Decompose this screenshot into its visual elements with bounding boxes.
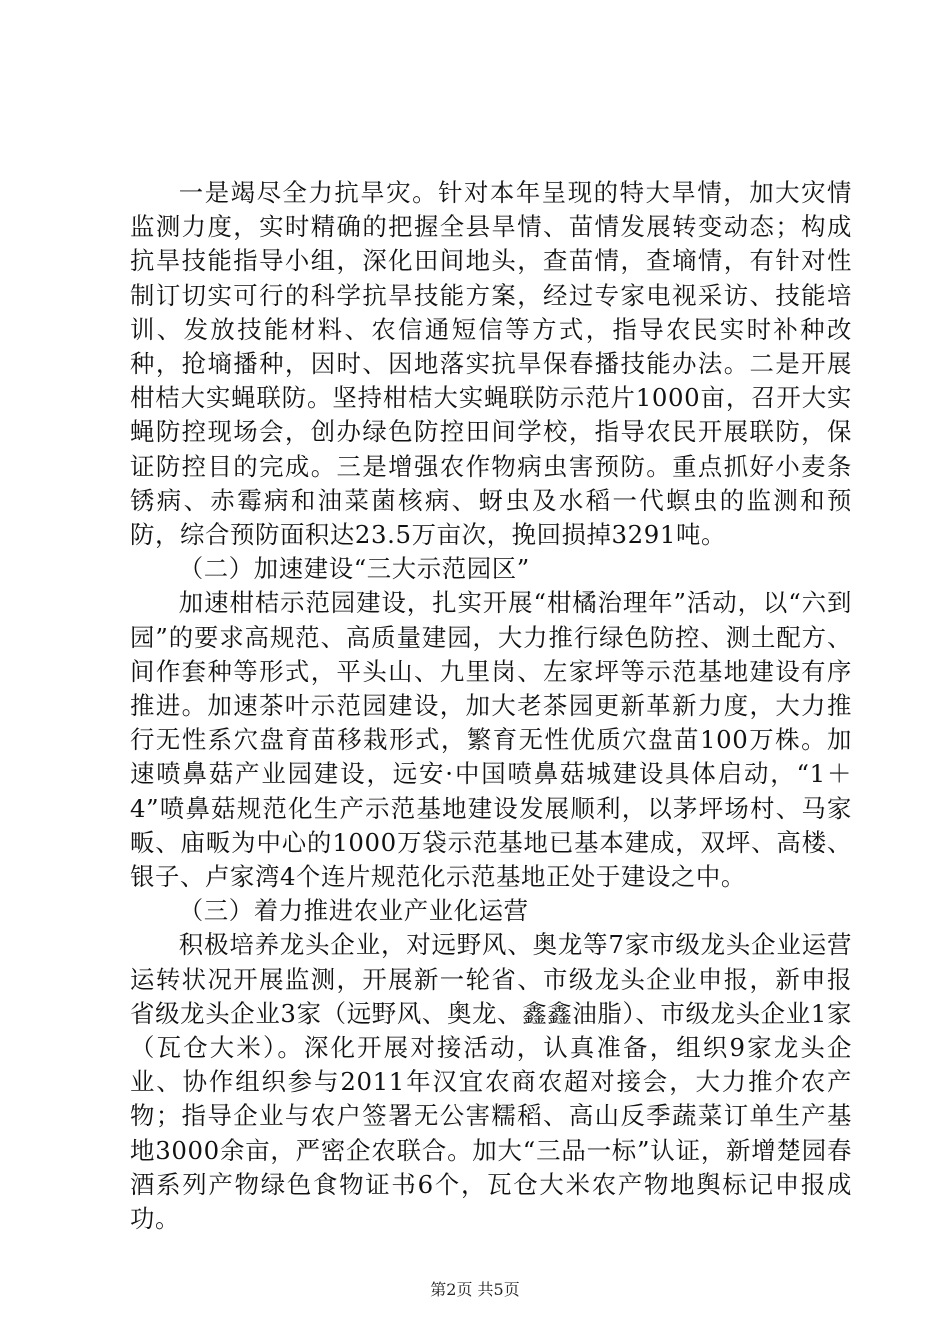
section-heading-industrialization: （三）着力推进农业产业化运营	[178, 896, 529, 926]
paragraph-industrialization: 积极培养龙头企业，对远野风、奥龙等7家市级龙头企业运营运转状况开展监测，开展新一轮省、市级龙头企业申报，新申报省级龙头企业3家（远野风、奥龙、鑫鑫油脂）、市级龙头企业1家（瓦仓大米）。深化开展对接活动，认真准备，组织9家龙头企业、协作组织参与2011年汉宜农商农超对接会，大力推介农产物；指导企业与农户签署无公害糯稻、高山反季蔬菜订单生产基地3000余亩，严密企农联合。加大“三品一标”认证，新增楚园春酒系列产物绿色食物证书6个，瓦仓大米农产物地舆标记申报成功。	[130, 930, 852, 1234]
page-number-footer: 第2页 共5页	[430, 1280, 520, 1299]
document-body	[130, 176, 852, 1236]
section-heading-demonstration-parks: （二）加速建设“三大示范园区”	[178, 554, 530, 584]
paragraph-demonstration-parks: 加速柑桔示范园建设，扎实开展“柑橘治理年”活动，以“六到园”的要求高规范、高质量建园，大力推行绿色防控、测土配方、间作套种等形式，平头山、九里岗、左家坪等示范基地建设有序推进。加速茶叶示范园建设，加大老茶园更新革新力度，大力推行无性系穴盘育苗移栽形式，繁育无性优质穴盘苗100万株。加速喷鼻菇产业园建设，远安·中国喷鼻菇城建设具体启动，“1＋4”喷鼻菇规范化生产示范基地建设发展顺利，以茅坪场村、马家畈、庙畈为中心的1000万袋示范基地已基本建成，双坪、高楼、银子、卢家湾4个连片规范化示范基地正处于建设之中。	[130, 588, 852, 892]
paragraph-disaster-prevention: 一是竭尽全力抗旱灾。针对本年呈现的特大旱情，加大灾情监测力度，实时精确的把握全县旱情、苗情发展转变动态；构成抗旱技能指导小组，深化田间地头，查苗情，查墒情，有针对性制订切实可行的科学抗旱技能方案，经过专家电视采访、技能培训、发放技能材料、农信通短信等方式，指导农民实时补种改种，抢墒播种，因时、因地落实抗旱保春播技能办法。二是开展柑桔大实蝇联防。坚持柑桔大实蝇联防示范片1000亩，召开大实蝇防控现场会，创办绿色防控田间学校，指导农民开展联防，保证防控目的完成。三是增强农作物病虫害预防。重点抓好小麦条锈病、赤霉病和油菜菌核病、蚜虫及水稻一代螟虫的监测和预防，综合预防面积达23.5万亩次，挽回损掉3291吨。	[130, 178, 852, 550]
